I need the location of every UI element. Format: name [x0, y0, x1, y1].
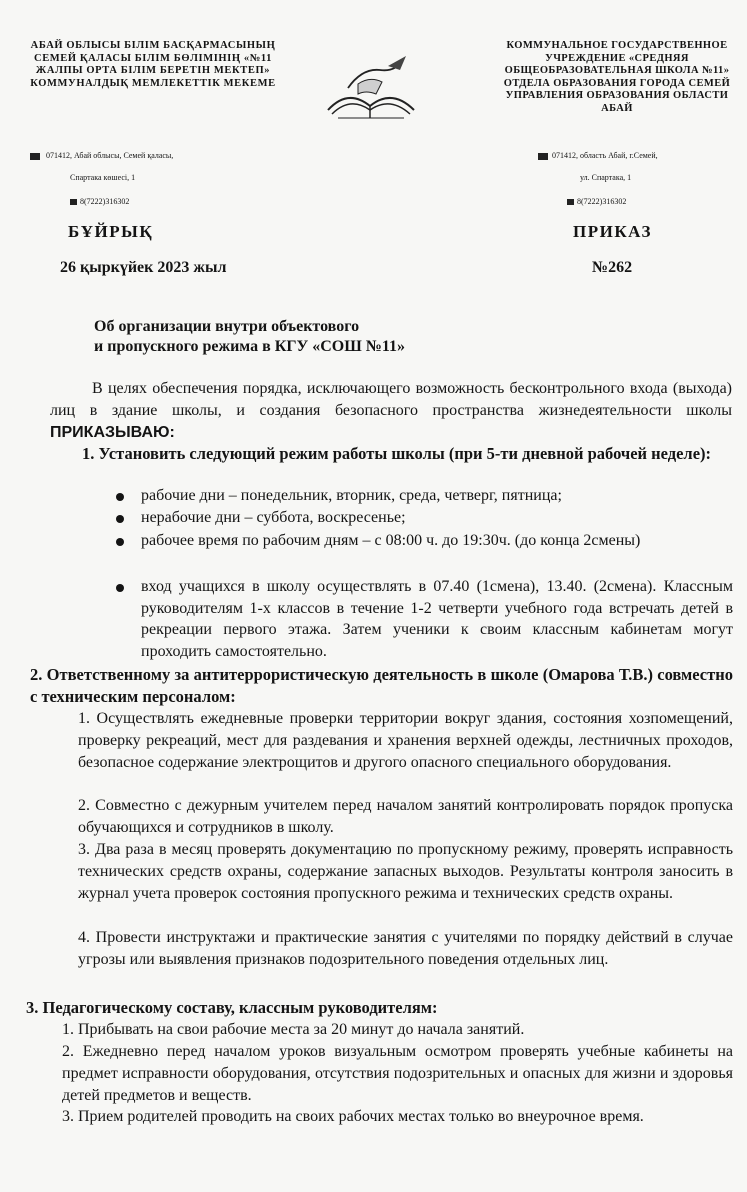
section2-title: 2. Ответственному за антитеррористическую деятельность в школе (Омарова Т.В.) совместно с техническим персоналом: [30, 665, 733, 706]
section1-bullet-1: рабочие дни – понедельник, вторник, среда, четверг, пятница; [141, 487, 562, 504]
right-phone: 8(7222)316302 [577, 197, 627, 206]
section3-item-3: 3. Прием родителей проводить на своих рабочих местах только во внеурочное время. [62, 1108, 644, 1125]
section1-bullet-4: вход учащихся в школу осуществлять в 07.40 (1смена), 13.40. (2смена). Классным руководителям 1-х классов в течение 1-2 четверти учебного года встречать детей в рекреации первого этажа. Затем ученики к своим классным кабинетам могут проходить самостоятельно. [141, 578, 733, 660]
bullet-icon [116, 515, 124, 523]
school-emblem-icon [318, 48, 424, 126]
section2-item-2: 2. Совместно с дежурным учителем перед началом занятий контролировать порядок пропуска обучающихся и сотрудников в школу. [78, 797, 733, 836]
order-subject [94, 317, 554, 357]
envelope-icon [30, 153, 40, 160]
phone-icon [567, 199, 574, 205]
header-left-org: АБАЙ ОБЛЫСЫ БІЛІМ БАСҚАРМАСЫНЫҢ СЕМЕЙ ҚАЛАСЫ БІЛІМ БӨЛІМІНІҢ «№11 ЖАЛПЫ ОРТА БІЛІМ БЕРЕТІН МЕКТЕП» КОММУНАЛДЫҚ МЕМЛЕКЕТТІК МЕКЕМЕ [30, 40, 276, 89]
order-number: №262 [592, 259, 633, 276]
section3-title: 3. Педагогическому составу, классным руководителям: [26, 998, 438, 1017]
section1-title: 1. Установить следующий режим работы школы (при 5-ти дневной рабочей неделе): [82, 444, 712, 463]
envelope-icon [538, 153, 548, 160]
subject-line-2: и пропускного режима в КГУ «СОШ №11» [94, 338, 406, 355]
right-address: 071412, область Абай, г.Семей, [552, 151, 658, 160]
bullet-icon [116, 538, 124, 546]
phone-icon [70, 199, 77, 205]
section1-bullet-2: нерабочие дни – суббота, воскресенье; [141, 509, 406, 526]
section2-item-3: 3. Два раза в месяц проверять документацию по пропускному режиму, проверять исправность технических средств охраны, содержание запасных выходов. Результаты контроля заносить в журнал учета проверок состояния пропускного режима и технических средств охраны. [78, 841, 733, 902]
left-phone: 8(7222)316302 [80, 197, 130, 206]
intro-command: ПРИКАЗЫВАЮ: [50, 423, 175, 441]
intro-text: В целях обеспечения порядка, исключающего возможность бесконтрольного входа (выхода) лиц в здание школы, и создания безопасного пространства жизнедеятельности школы [50, 380, 732, 419]
left-street: Спартака көшесі, 1 [70, 173, 136, 182]
bullet-icon [116, 584, 124, 592]
section2-item-1: 1. Осуществлять ежедневные проверки территории вокруг здания, состояния хозпомещений, проверку рекреаций, мест для раздевания и хранения верхней одежды, лестничных проходов, безопасное содержание электрощитов и другого опасного специального оборудования. [78, 710, 733, 771]
subject-line-1: Об организации внутри объектового [94, 318, 360, 335]
section3-item-1: 1. Прибывать на свои рабочие места за 20 минут до начала занятий. [62, 1021, 525, 1038]
title-kz: БҰЙРЫҚ [68, 222, 154, 241]
title-ru: ПРИКАЗ [573, 222, 652, 241]
header-right-org: КОММУНАЛЬНОЕ ГОСУДАРСТВЕННОЕ УЧРЕЖДЕНИЕ «СРЕДНЯЯ ОБЩЕОБРАЗОВАТЕЛЬНАЯ ШКОЛА №11» ОТДЕЛА ОБРАЗОВАНИЯ ГОРОДА СЕМЕЙ УПРАВЛЕНИЯ ОБРАЗОВАНИЯ ОБЛАСТИ АБАЙ [503, 40, 731, 114]
right-street: ул. Спартака, 1 [580, 173, 632, 182]
left-address: 071412, Абай облысы, Семей қаласы, [46, 151, 174, 160]
order-date: 26 қыркүйек 2023 жыл [60, 259, 227, 276]
section1-bullet-3: рабочее время по рабочим дням – с 08:00 ч. до 19:30ч. (до конца 2смены) [141, 532, 641, 549]
section2-item-4: 4. Провести инструктажи и практические занятия с учителями по порядку действий в случае угрозы или выявления признаков подозрительного поведения отдельных лиц. [78, 929, 733, 968]
bullet-icon [116, 493, 124, 501]
intro-paragraph [50, 378, 732, 443]
section3-item-2: 2. Ежедневно перед началом уроков визуальным осмотром проверять учебные кабинеты на предмет исправности оборудования, отсутствия подозрительных и опасных для жизни и здоровья детей предметов и веществ. [62, 1043, 733, 1104]
